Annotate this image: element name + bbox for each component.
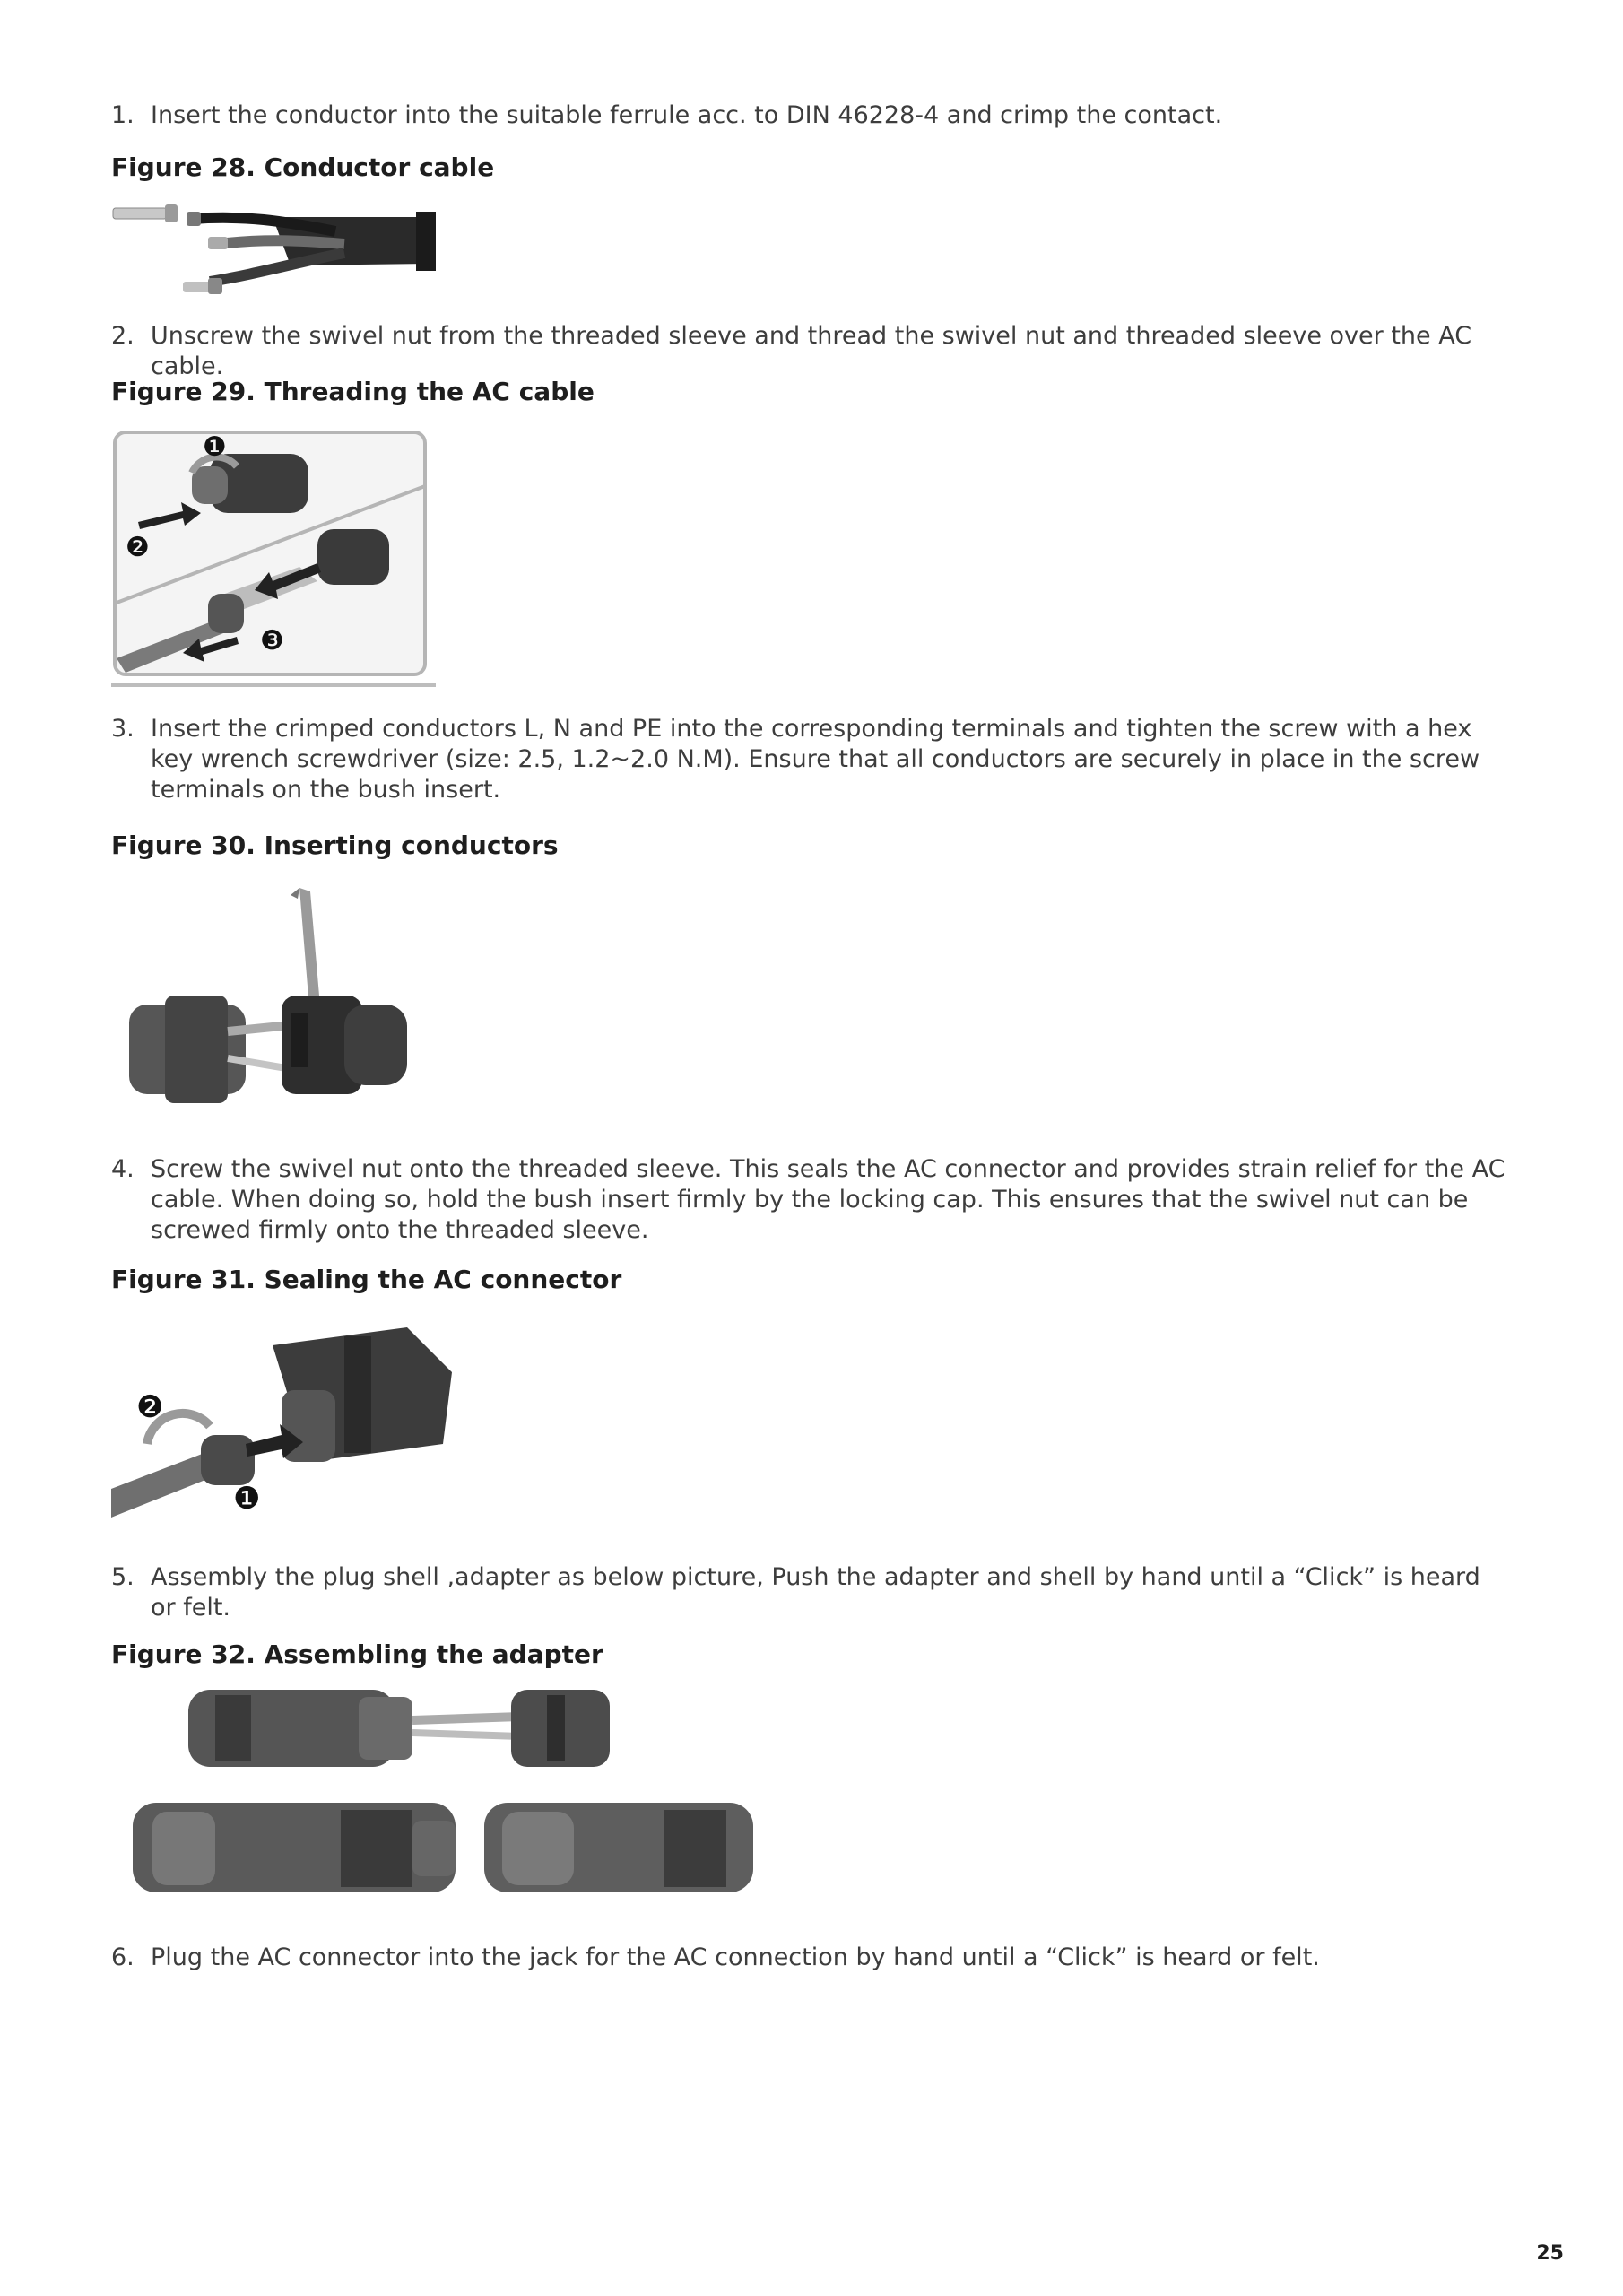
figure-28-image xyxy=(111,192,443,300)
step-text: Insert the crimped conductors L, N and PE into the corresponding terminals and tighten the screw with a hex key wrench screwdriver (size: 2.5, 1.2~2.0 N.M). Ensure that all conductors are securely in place in the screw terminals on the bush insert. xyxy=(151,715,1480,804)
step-number: 1. xyxy=(111,101,135,129)
marker-1: ❶ xyxy=(233,1481,261,1517)
step-number: 5. xyxy=(111,1563,135,1591)
step-number: 3. xyxy=(111,715,135,743)
figure-29-image xyxy=(111,423,436,691)
step-number: 2. xyxy=(111,322,135,350)
step-text: Unscrew the swivel nut from the threaded sleeve and thread the swivel nut and threaded sleeve over the AC cable. xyxy=(151,322,1472,380)
figure-30-caption: Figure 30. Inserting conductors xyxy=(111,831,559,860)
page-number: 25 xyxy=(1536,2242,1564,2265)
step-2 xyxy=(111,321,1510,382)
marker-1: ❶ xyxy=(203,431,227,463)
step-1 xyxy=(111,100,1510,131)
figure-32-caption: Figure 32. Assembling the adapter xyxy=(111,1639,603,1669)
marker-2: ❷ xyxy=(136,1389,164,1425)
figure-28-caption: Figure 28. Conductor cable xyxy=(111,152,495,182)
step-number: 4. xyxy=(111,1155,135,1183)
marker-3: ❸ xyxy=(260,625,284,657)
step-5 xyxy=(111,1562,1510,1623)
step-number: 6. xyxy=(111,1944,135,1971)
step-6 xyxy=(111,1943,1510,1973)
marker-2: ❷ xyxy=(126,532,150,563)
figure-30-image xyxy=(111,879,434,1114)
step-3 xyxy=(111,714,1510,805)
figure-31-caption: Figure 31. Sealing the AC connector xyxy=(111,1265,622,1294)
step-4 xyxy=(111,1154,1510,1246)
step-text: Assembly the plug shell ,adapter as below picture, Push the adapter and shell by hand until a “Click” is heard or felt. xyxy=(151,1563,1480,1622)
figure-31-image xyxy=(111,1309,452,1526)
figure-29-caption: Figure 29. Threading the AC cable xyxy=(111,377,595,406)
step-text: Plug the AC connector into the jack for the AC connection by hand until a “Click” is heard or felt. xyxy=(151,1944,1320,1971)
figure-32-image xyxy=(126,1677,771,1912)
step-text: Insert the conductor into the suitable ferrule acc. to DIN 46228-4 and crimp the contact. xyxy=(151,101,1223,129)
step-text: Screw the swivel nut onto the threaded sleeve. This seals the AC connector and provides strain relief for the AC cable. When doing so, hold the bush insert firmly by the locking cap. This ensures that the swivel nut can be screwed firmly onto the threaded sleeve. xyxy=(151,1155,1506,1244)
